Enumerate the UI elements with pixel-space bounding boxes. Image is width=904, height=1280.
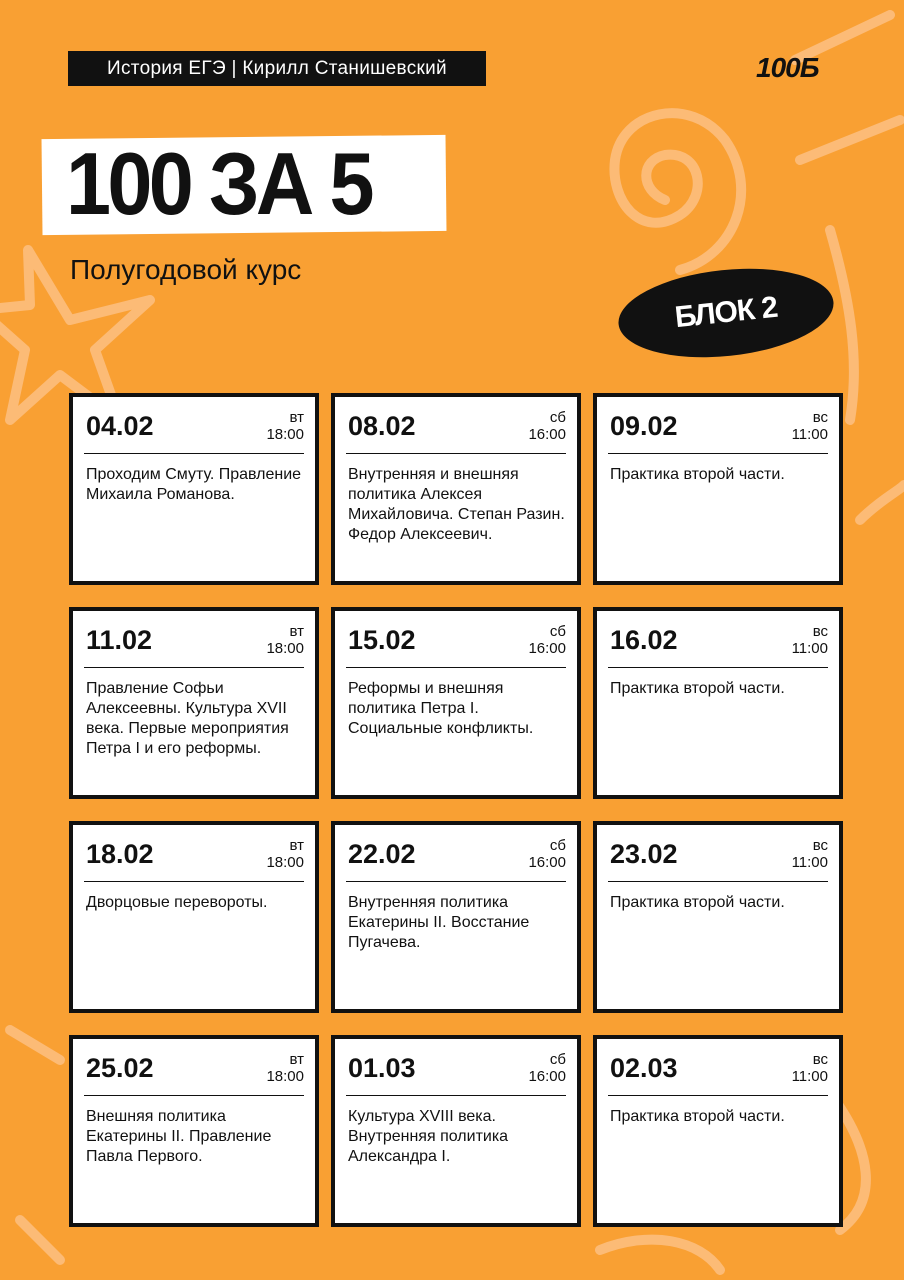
lesson-header [608, 623, 828, 668]
lesson-header [346, 409, 566, 454]
lesson-grid [69, 393, 843, 1229]
lesson-header [84, 623, 304, 668]
lesson-topic: Внутренняя и внешняя политика Алексея Михайловича. Степан Разин. Федор Алексеевич. [348, 466, 565, 543]
lesson-date: 18.02 [86, 839, 154, 869]
lesson-time: 18:00 [266, 426, 304, 443]
lesson-date: 04.02 [86, 411, 154, 441]
lesson-topic: Правление Софьи Алексеевны. Культура XVII века. Первые мероприятия Петра I и его реформы. [86, 680, 289, 757]
lesson-card [331, 607, 581, 799]
lesson-day: сб [549, 409, 566, 426]
lesson-time: 11:00 [791, 426, 828, 443]
block-label: БЛОК 2 [673, 290, 779, 335]
lesson-day: вс [812, 409, 828, 426]
lesson-schedule [792, 837, 828, 871]
lesson-schedule [528, 409, 566, 443]
lesson-date: 11.02 [86, 625, 153, 655]
lesson-schedule [266, 409, 304, 443]
brand-logo: 100Б [756, 52, 819, 83]
lesson-card [331, 821, 581, 1013]
lesson-date: 22.02 [348, 839, 416, 869]
lesson-card [593, 607, 843, 799]
lesson-header [608, 837, 828, 882]
lesson-schedule [266, 1051, 304, 1085]
lesson-time: 18:00 [266, 854, 304, 871]
page-title: 100 ЗА 5 [66, 134, 371, 233]
lesson-schedule [792, 1051, 828, 1085]
lesson-time: 16:00 [528, 426, 566, 443]
lesson-time: 18:00 [266, 1068, 304, 1085]
lesson-schedule [528, 837, 566, 871]
lesson-schedule [792, 409, 828, 443]
lesson-day: вт [289, 837, 304, 854]
author-badge: История ЕГЭ | Кирилл Станишевский [68, 51, 486, 86]
ray-doodle-4 [860, 485, 904, 520]
bottom-doodle-4 [600, 1240, 720, 1270]
lesson-day: сб [549, 1051, 566, 1068]
lesson-card [69, 393, 319, 585]
lesson-date: 15.02 [348, 625, 416, 655]
lesson-card [69, 821, 319, 1013]
lesson-day: сб [549, 623, 566, 640]
lesson-day: вс [812, 837, 828, 854]
bottom-doodle-2 [10, 1030, 60, 1060]
lesson-schedule [266, 623, 304, 657]
lesson-card [593, 821, 843, 1013]
lesson-topic: Практика второй части. [610, 466, 785, 483]
lesson-day: вт [289, 623, 304, 640]
lesson-schedule [528, 1051, 566, 1085]
lesson-topic: Проходим Смуту. Правление Михаила Романова. [86, 466, 302, 503]
lesson-header [84, 837, 304, 882]
lesson-date: 23.02 [610, 839, 678, 869]
lesson-topic: Практика второй части. [610, 1108, 785, 1125]
spiral-doodle [614, 113, 741, 270]
lesson-day: вс [812, 1051, 828, 1068]
lesson-time: 11:00 [791, 854, 828, 871]
lesson-card [331, 1035, 581, 1227]
lesson-date: 09.02 [610, 411, 678, 441]
lesson-schedule [792, 623, 828, 657]
lesson-date: 25.02 [86, 1053, 154, 1083]
lesson-time: 16:00 [528, 1068, 566, 1085]
bottom-doodle-3 [20, 1220, 60, 1260]
lesson-date: 01.03 [348, 1053, 416, 1083]
lesson-card [331, 393, 581, 585]
lesson-date: 16.02 [610, 625, 678, 655]
lesson-topic: Дворцовые перевороты. [86, 894, 268, 911]
lesson-topic: Практика второй части. [610, 894, 785, 911]
lesson-card [593, 393, 843, 585]
lesson-header [346, 1051, 566, 1096]
lesson-header [84, 1051, 304, 1096]
lesson-card [593, 1035, 843, 1227]
lesson-topic: Внешняя политика Екатерины II. Правление Павла Первого. [86, 1108, 272, 1165]
lesson-day: вс [812, 623, 828, 640]
lesson-topic: Внутренняя политика Екатерины II. Восстание Пугачева. [348, 894, 530, 951]
ray-doodle-1 [800, 120, 900, 160]
lesson-header [608, 1051, 828, 1096]
lesson-card [69, 607, 319, 799]
lesson-schedule [528, 623, 566, 657]
lesson-date: 08.02 [348, 411, 416, 441]
lesson-date: 02.03 [610, 1053, 678, 1083]
lesson-day: вт [289, 409, 304, 426]
lesson-schedule [266, 837, 304, 871]
lesson-time: 16:00 [528, 854, 566, 871]
lesson-time: 18:00 [266, 640, 304, 657]
lesson-time: 11:00 [791, 1068, 828, 1085]
lesson-day: сб [549, 837, 566, 854]
lesson-topic: Практика второй части. [610, 680, 785, 697]
lesson-time: 11:00 [791, 640, 828, 657]
lesson-topic: Реформы и внешняя политика Петра I. Социальные конфликты. [348, 680, 534, 737]
lesson-header [346, 623, 566, 668]
lesson-card [69, 1035, 319, 1227]
lesson-header [346, 837, 566, 882]
lesson-day: вт [289, 1051, 304, 1068]
lesson-header [608, 409, 828, 454]
course-subtitle: Полугодовой курс [70, 254, 302, 285]
lesson-header [84, 409, 304, 454]
lesson-time: 16:00 [528, 640, 566, 657]
lesson-topic: Культура XVIII века. Внутренняя политика Александра I. [348, 1108, 509, 1165]
